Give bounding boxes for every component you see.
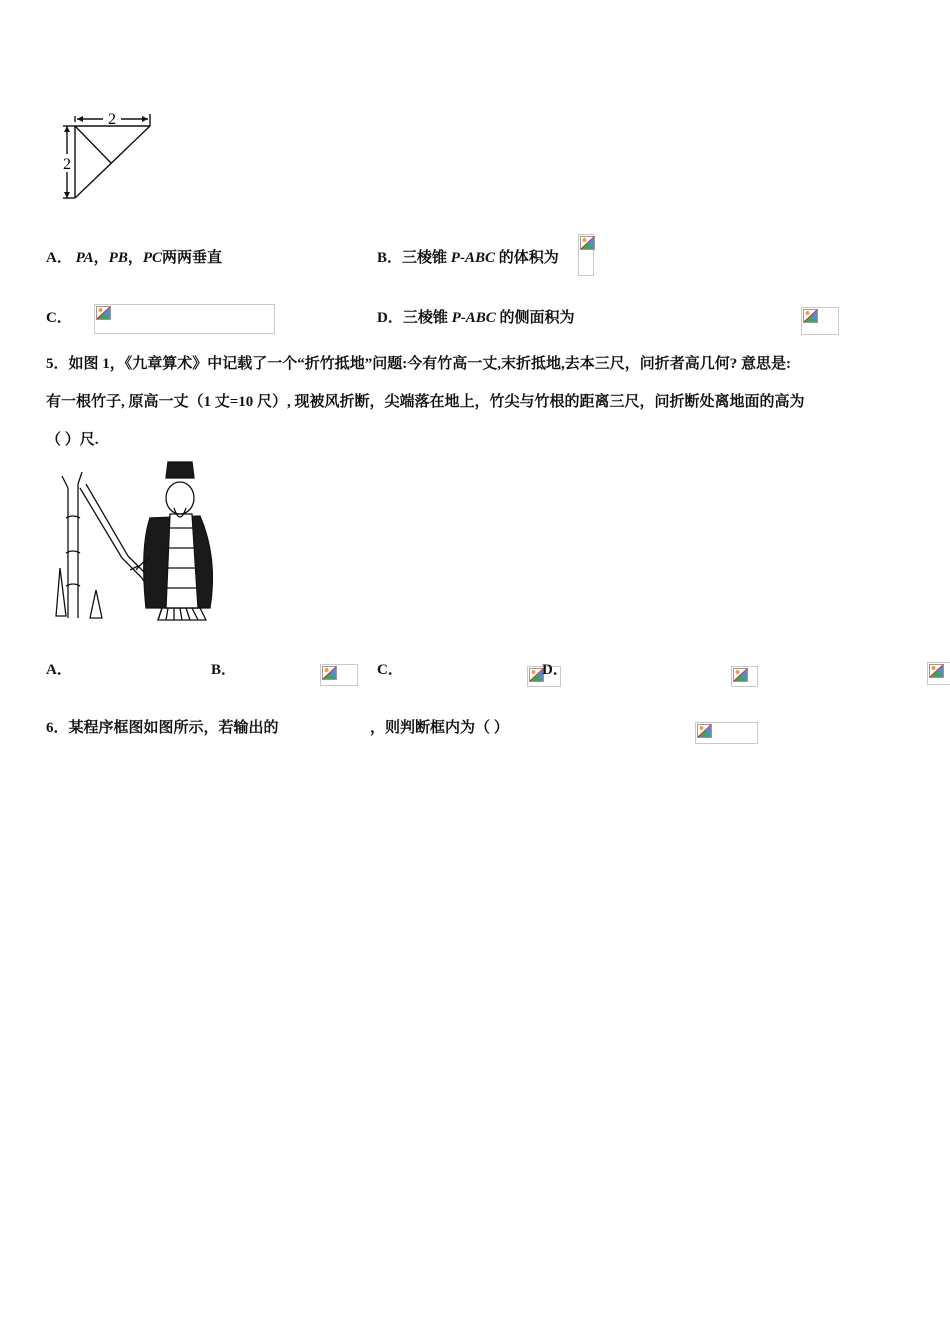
option-letter: A． xyxy=(46,250,72,266)
broken-image-icon xyxy=(801,307,839,335)
q5-option-a: A． xyxy=(46,662,72,678)
broken-image-icon xyxy=(578,234,594,276)
broken-image-icon xyxy=(320,664,358,686)
q4-option-b: B．三棱锥 P-ABC 的体积为 xyxy=(377,250,559,266)
broken-image-icon xyxy=(927,662,950,685)
q5-option-c: C． xyxy=(377,662,403,678)
q5-option-b: B． xyxy=(211,662,237,678)
q4-option-c: C． xyxy=(46,310,72,326)
broken-image-icon xyxy=(695,722,758,744)
triangle-side-label: 2 xyxy=(63,156,71,173)
broken-image-icon xyxy=(731,666,758,687)
q5-line-2: 有一根竹子, 原高一丈（1 丈=10 尺）, 现被风折断，尖端落在地上，竹尖与竹根的距离三尺，问折断处离地面的高为 xyxy=(46,394,805,410)
triangle-top-label: 2 xyxy=(108,111,116,128)
q6-text-post: ，则判断框内为（ ） xyxy=(370,720,509,736)
q5-option-d: D． xyxy=(542,662,568,678)
triangle-figure xyxy=(55,108,165,204)
q5-line-3: （ ）尺. xyxy=(46,432,99,448)
q4-option-d: D．三棱锥 P-ABC 的侧面积为 xyxy=(377,310,575,326)
q4-option-a: A． PA，PB，PC两两垂直 xyxy=(46,250,223,266)
broken-image-icon xyxy=(94,304,275,334)
scholar-bamboo-illustration xyxy=(50,458,235,623)
q6-text-pre: 6．某程序框图如图所示，若输出的 xyxy=(46,720,279,736)
q5-line-1: 5．如图 1，《九章算术》中记载了一个“折竹抵地”问题:今有竹高一丈,末折抵地,去本三尺，问折者高几何? 意思是: xyxy=(46,356,791,372)
